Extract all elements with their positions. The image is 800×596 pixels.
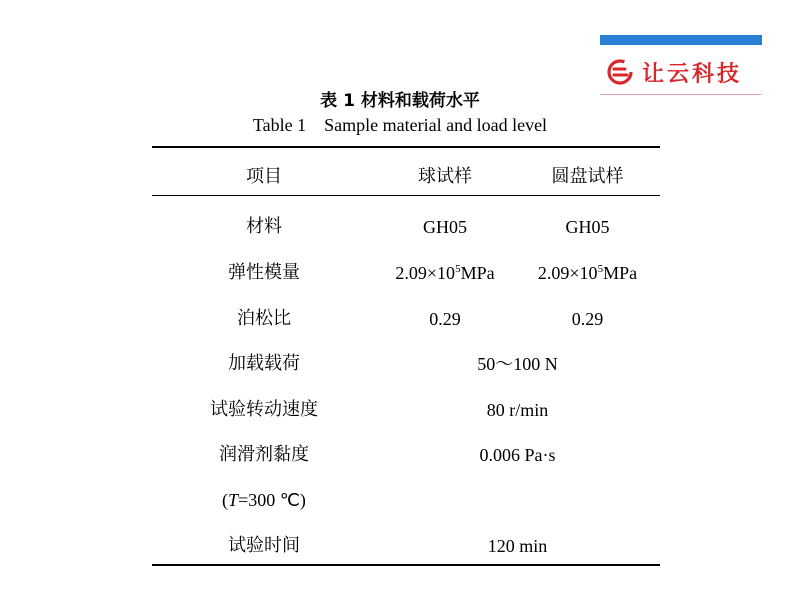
header-item: 项目 — [246, 166, 282, 187]
logo-top-bar — [600, 35, 762, 45]
brand-name: 让云科技 — [642, 61, 743, 87]
table-top-rule — [152, 146, 660, 148]
row-poisson-disc: 0.29 — [571, 309, 604, 329]
row-viscosity-label: 润滑剂黏度 — [219, 444, 309, 465]
row-time-value: 120 min — [487, 536, 548, 556]
row-material-disc: GH05 — [565, 217, 610, 237]
header-disc-sample: 圆盘试样 — [551, 166, 624, 187]
table-bottom-rule — [152, 564, 660, 566]
table-header-rule — [152, 195, 660, 196]
header-ball-sample: 球试样 — [418, 166, 472, 187]
row-material-label: 材料 — [246, 216, 282, 237]
row-speed-label: 试验转动速度 — [210, 399, 318, 420]
brand-logo-icon — [606, 58, 634, 86]
row-load-value: 50～100 N — [477, 354, 558, 374]
table-title-english: Table 1 Sample material and load level — [252, 115, 548, 135]
row-time-label: 试验时间 — [228, 535, 300, 556]
row-speed-value: 80 r/min — [486, 400, 549, 420]
row-modulus-disc: $2.09\times 10^5MPa$ — [537, 263, 638, 283]
row-poisson-ball: 0.29 — [429, 309, 461, 329]
row-temperature-label: (T=300 ℃) — [222, 490, 306, 510]
row-material-ball: GH05 — [423, 217, 467, 237]
row-modulus-label: 弹性模量 — [228, 262, 300, 283]
row-modulus-ball: $2.09\times 10^5MPa$ — [395, 263, 495, 283]
row-viscosity-value: 0.006 Pa·s — [479, 445, 556, 465]
table-title-chinese: 表 1 材料和载荷水平 — [320, 91, 480, 111]
row-poisson-label: 泊松比 — [237, 308, 291, 329]
row-load-label: 加载载荷 — [228, 353, 300, 374]
